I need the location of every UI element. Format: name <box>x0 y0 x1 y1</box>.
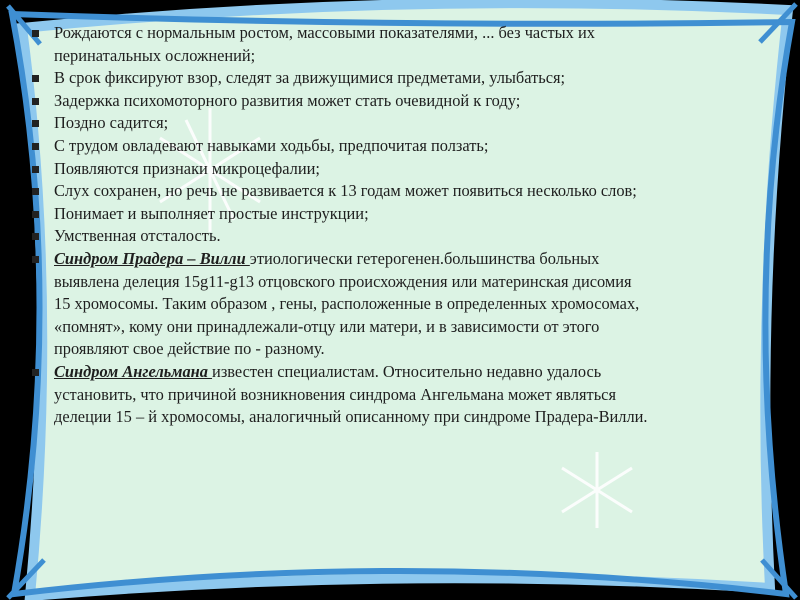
text-line-content: этиологически гетерогенен.большинства больных <box>249 249 600 268</box>
text-line <box>54 180 637 203</box>
text-line-content: Умственная отсталость. <box>54 226 221 246</box>
bullet-square-icon <box>32 75 39 82</box>
bullet-square-icon <box>32 369 39 376</box>
text-line-content: известен специалистам. Относительно недавно удалось <box>212 362 602 381</box>
text-line <box>54 45 255 68</box>
bullet-square-icon <box>32 143 39 150</box>
text-line <box>54 135 488 158</box>
text-line-content: Понимает и выполняет простые инструкции; <box>54 203 369 223</box>
text-line-content: выявлена делеция 15g11-g13 отцовского происхождения или материнская дисомия <box>54 271 632 291</box>
text-line-content: Рождаются с нормальным ростом, массовыми показателями, ... без частых их <box>54 23 595 42</box>
bullet-square-icon <box>32 211 39 218</box>
text-line <box>54 225 221 248</box>
text-line <box>54 316 599 339</box>
text-line <box>54 271 632 294</box>
text-line-content: С трудом овладевают навыками ходьбы, предпочитая ползать; <box>54 136 489 155</box>
text-line <box>54 248 599 271</box>
bullet-square-icon <box>32 120 39 127</box>
text-line-content: установить, что причиной возникновения синдрома Ангельмана может являться <box>54 384 616 404</box>
text-line <box>54 203 369 226</box>
text-line-content: В срок фиксируют взор, следят за движущимися предметами, улыбаться; <box>54 68 566 88</box>
text-line-content: Задержка психомоторного развития может стать очевидной к году; <box>54 90 521 110</box>
bullet-square-icon <box>32 30 39 37</box>
text-line-content: делеции 15 – й хромосомы, аналогичный описанному при синдроме Прадера-Вилли. <box>54 407 648 427</box>
text-line <box>54 293 639 316</box>
text-line <box>54 338 325 361</box>
text-line <box>54 67 565 90</box>
text-line-content: Слух сохранен, но речь не развивается к 13 годам может появиться несколько слов; <box>54 181 637 201</box>
bullet-square-icon <box>32 233 39 240</box>
text-line-content: Поздно садится; <box>54 113 169 133</box>
text-line <box>54 112 168 135</box>
text-line-content: Появляются признаки микроцефалии; <box>54 158 320 178</box>
text-line <box>54 22 595 45</box>
text-line <box>54 158 320 181</box>
text-line-content: проявляют свое действие по - разному. <box>54 339 325 359</box>
text-line <box>54 384 616 407</box>
text-line-content: «помнят», кому они принадлежали-отцу или матери, и в зависимости от этого <box>54 316 600 336</box>
text-line-content: перинатальных осложнений; <box>54 45 256 65</box>
bullet-square-icon <box>32 166 39 173</box>
bullet-square-icon <box>32 188 39 195</box>
bullet-square-icon <box>32 256 39 263</box>
text-line <box>54 361 601 384</box>
text-line-content: 15 хромосомы. Таким образом , гены, расположенные в определенных хромосомах, <box>54 294 640 314</box>
slide-text-body <box>0 22 800 492</box>
text-line <box>54 90 520 113</box>
syndrome-term: Синдром Прадера – Вилли <box>54 249 250 268</box>
syndrome-term: Синдром Ангельмана <box>54 362 213 381</box>
bullet-square-icon <box>32 98 39 105</box>
text-line <box>54 406 648 429</box>
